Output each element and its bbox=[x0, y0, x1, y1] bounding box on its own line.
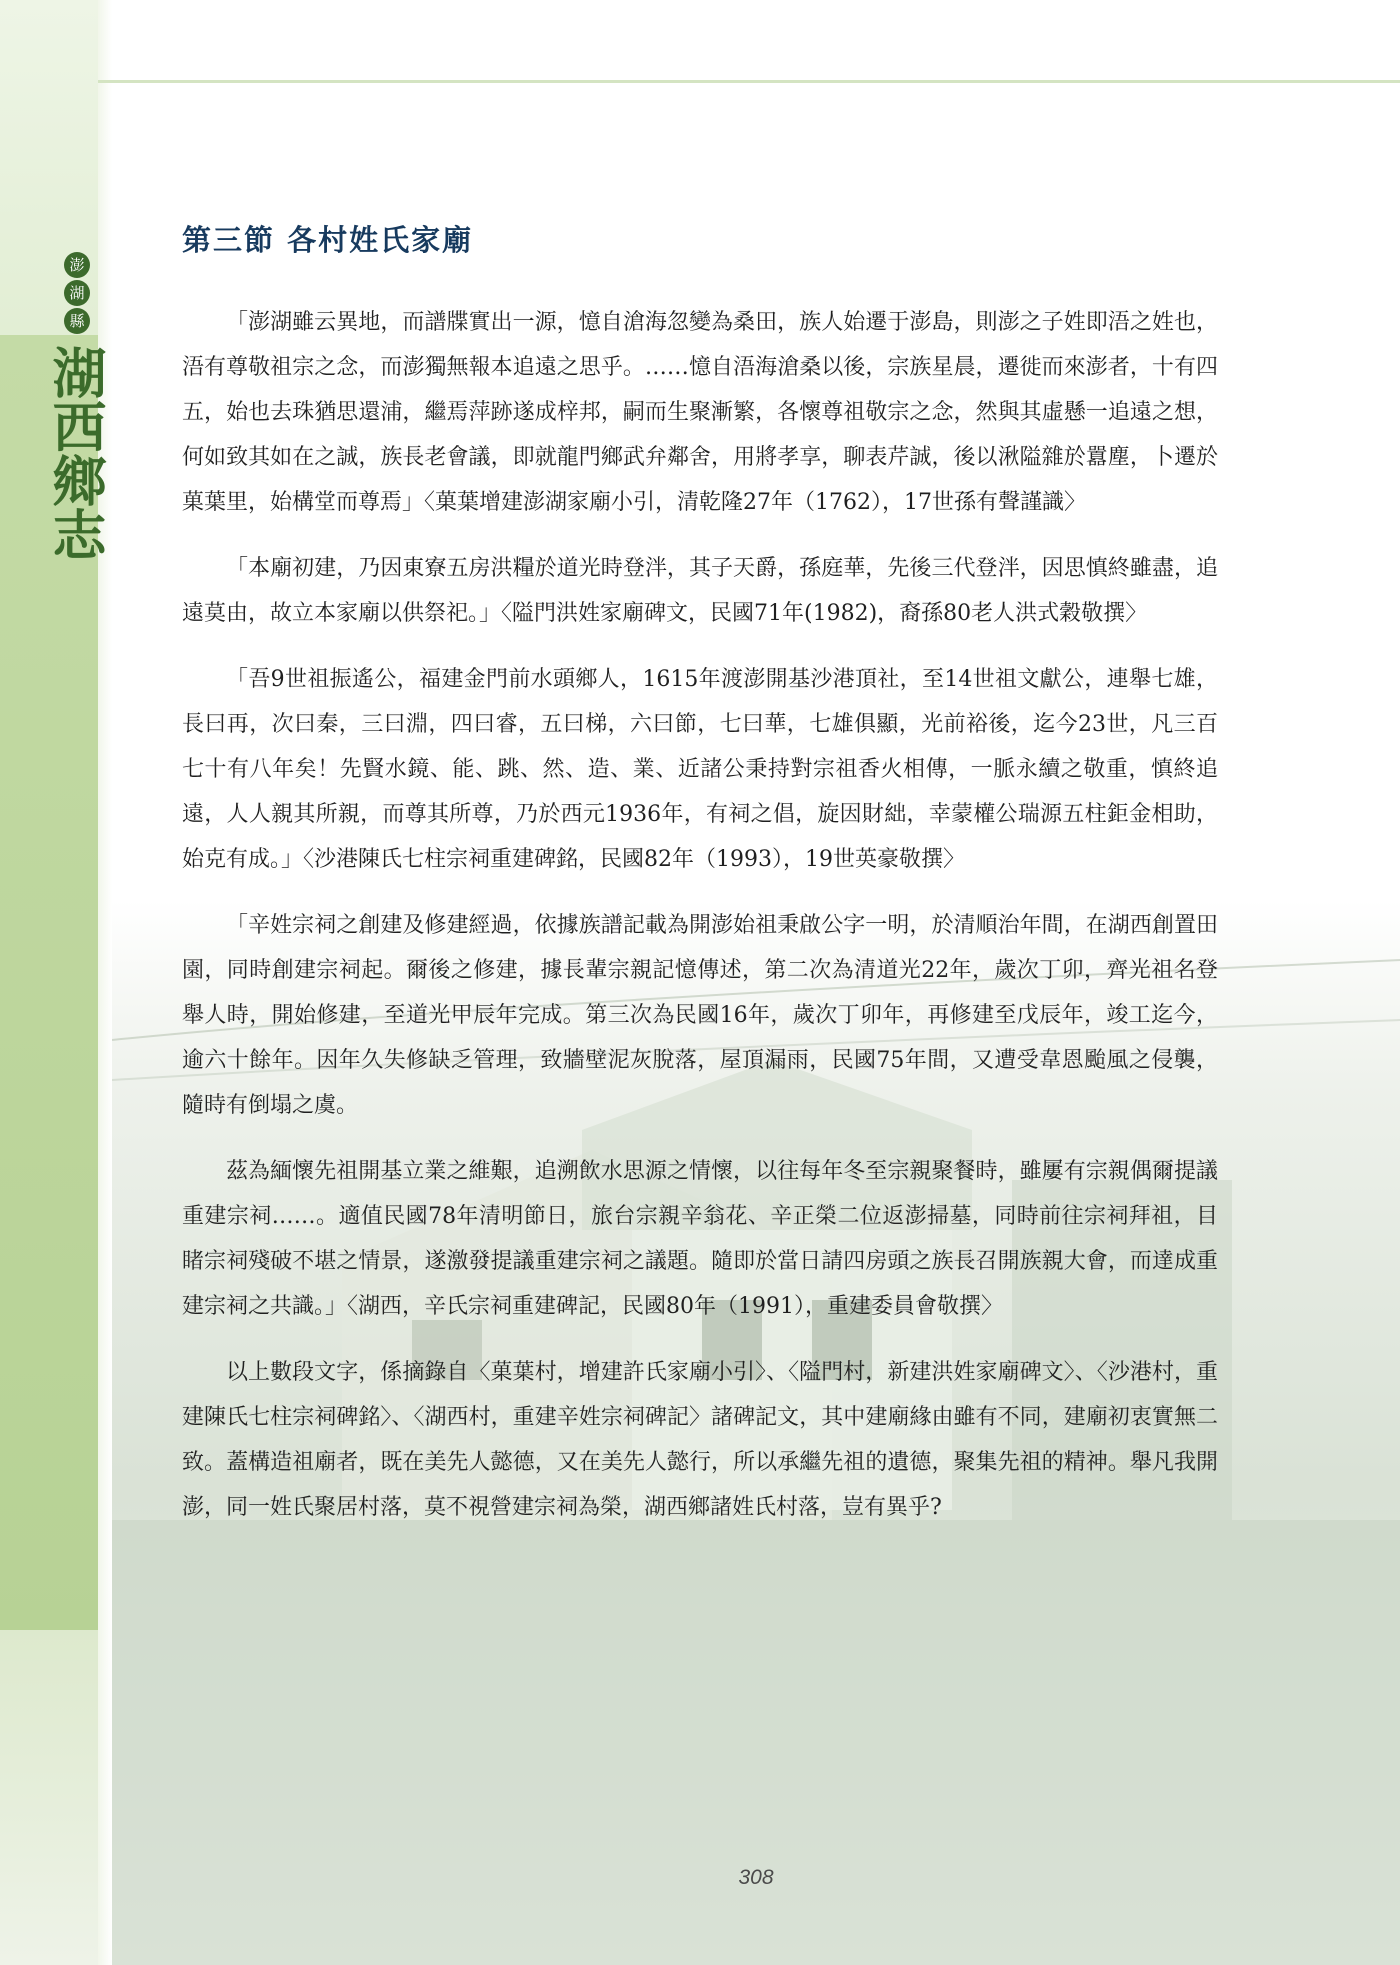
header-rule bbox=[98, 80, 1400, 83]
page-number: 308 bbox=[738, 1866, 774, 1889]
paragraph: 茲為緬懷先祖開基立業之維艱，追溯飲水思源之情懷，以往每年冬至宗親聚餐時，雖屢有宗親偶爾提議重建宗祠……。適值民國78年清明節日，旅台宗親辛翁花、辛正榮二位返澎掃墓，同時前往宗祠拜祖，目睹宗祠殘破不堪之情景，遂激發提議重建宗祠之議題。隨即於當日請四房頭之族長召開族親大會，而達成重建宗祠之共識。」〈湖西，辛氏宗祠重建碑記，民國80年（1991），重建委員會敬撰〉 bbox=[182, 1159, 1218, 1319]
county-seal bbox=[62, 252, 92, 334]
book-title: 湖西鄉志 bbox=[44, 345, 108, 561]
paragraph: 「澎湖雖云異地，而譜牒實出一源，憶自滄海忽變為桑田，族人始遷于澎島，則澎之子姓即浯之姓也，浯有尊敬祖宗之念，而澎獨無報本追遠之思乎。……憶自浯海滄桑以後，宗族星晨，遷徙而來澎者，十有四五，始也去珠猶思還浦，繼焉萍跡遂成梓邦，嗣而生聚漸繁，各懷尊祖敬宗之念，然與其虛懸一追遠之想，何如致其如在之誠，族長老會議，即就龍門鄉武弁鄰舍，用將孝享，聊表芹誠，後以湫隘雜於囂塵，卜遷於菓葉里，始構堂而尊焉」〈菓葉增建澎湖家廟小引，清乾隆27年（1762），17世孫有聲謹識〉 bbox=[182, 310, 1218, 515]
seal-char: 湖 bbox=[64, 280, 90, 306]
side-rule bbox=[98, 0, 112, 1965]
paragraph: 「本廟初建，乃因東寮五房洪糧於道光時登泮，其子天爵，孫庭華，先後三代登泮，因思慎終雖盡，追遠莫由，故立本家廟以供祭祀。」〈隘門洪姓家廟碑文，民國71年(1982)，裔孫80老人洪式穀敬撰〉 bbox=[182, 556, 1218, 626]
paragraph: 以上數段文字，係摘錄自〈菓葉村，增建許氏家廟小引〉、〈隘門村，新建洪姓家廟碑文〉、〈沙港村，重建陳氏七柱宗祠碑銘〉、〈湖西村，重建辛姓宗祠碑記〉諸碑記文，其中建廟緣由雖有不同，建廟初衷實無二致。蓋構造祖廟者，既在美先人懿德，又在美先人懿行，所以承繼先祖的遺德，聚集先祖的精神。舉凡我開澎，同一姓氏聚居村落，莫不視營建宗祠為榮，湖西鄉諸姓氏村落，豈有異乎? bbox=[182, 1360, 1218, 1520]
body-text bbox=[182, 300, 1218, 1551]
side-band-bottom bbox=[0, 1630, 98, 1965]
seal-char: 澎 bbox=[64, 252, 90, 278]
paragraph: 「吾9世祖振遙公，福建金門前水頭鄉人，1615年渡澎開基沙港頂社，至14世祖文獻公，連舉七雄，長曰再，次曰秦，三曰淵，四曰睿，五曰梯，六曰節，七曰華，七雄俱顯，光前裕後，迄今23世，凡三百七十有八年矣！先賢水鏡、能、跳、然、造、業、近諸公秉持對宗祖香火相傳，一脈永續之敬重，慎終追遠，人人親其所親，而尊其所尊，乃於西元1936年，有祠之倡，旋因財絀，幸蒙權公瑞源五柱鉅金相助，始克有成。」〈沙港陳氏七柱宗祠重建碑銘，民國82年（1993），19世英豪敬撰〉 bbox=[182, 667, 1218, 872]
seal-char: 縣 bbox=[64, 308, 90, 334]
paragraph: 「辛姓宗祠之創建及修建經過，依據族譜記載為開澎始祖秉啟公字一明，於清順治年間，在湖西創置田園，同時創建宗祠起。爾後之修建，據長輩宗親記憶傳述，第二次為清道光22年，歲次丁卯，齊光祖名登舉人時，開始修建，至道光甲辰年完成。第三次為民國16年，歲次丁卯年，再修建至戊辰年，竣工迄今，逾六十餘年。因年久失修缺乏管理，致牆壁泥灰脫落，屋頂漏雨，民國75年間，又遭受韋恩颱風之侵襲，隨時有倒塌之虞。 bbox=[182, 913, 1218, 1118]
section-title: 第三節 各村姓氏家廟 bbox=[182, 223, 474, 257]
